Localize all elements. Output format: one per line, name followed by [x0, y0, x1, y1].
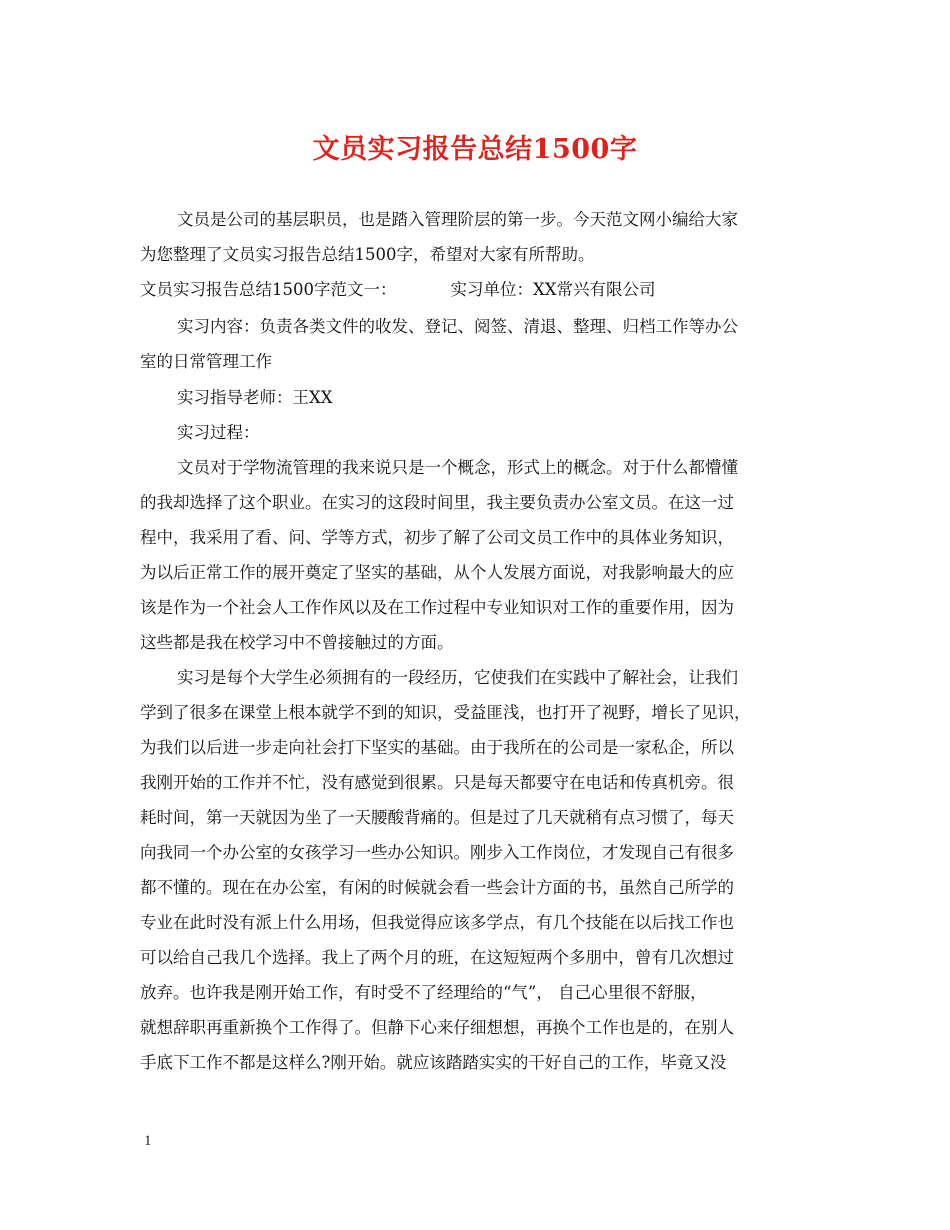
paragraph-line: 文员对于学物流管理的我来说只是一个概念，形式上的概念。对于什么都懵懂: [177, 458, 738, 477]
paragraph-line: 学到了很多在课堂上根本就学不到的知识，受益匪浅，也打开了视野，增长了见识，: [140, 703, 751, 722]
paragraph-line: 向我同一个办公室的女孩学习一些办公知识。刚步入工作岗位，才发现自己有很多: [140, 843, 734, 862]
paragraph-line: 为我们以后进一步走向社会打下坚实的基础。由于我所在的公司是一家私企，所以: [140, 738, 734, 757]
paragraph-line: 专业在此时没有派上什么用场，但我觉得应该多学点，有几个技能在以后找工作也: [140, 913, 734, 932]
paragraph-line: 可以给自己我几个选择。我上了两个月的班，在这短短两个多朋中，曾有几次想过: [140, 948, 734, 967]
paragraph-line: 实习内容：负责各类文件的收发、登记、阅签、清退、整理、归档工作等办公: [177, 317, 738, 336]
paragraph-line: 都不懂的。现在在办公室，有闲的时候就会看一些会计方面的书，虽然自己所学的: [140, 878, 734, 897]
internship-unit: 实习单位：XX常兴有限公司: [450, 280, 656, 299]
sample-heading: 文员实习报告总结1500字范文一：: [140, 280, 397, 299]
section-heading-line: [140, 277, 830, 303]
paragraph-line: 实习是每个大学生必须拥有的一段经历，它使我们在实践中了解社会，让我们: [177, 668, 738, 687]
paragraph-line: 为您整理了文员实习报告总结1500字，希望对大家有所帮助。: [140, 245, 595, 264]
paragraph-line: 的我却选择了这个职业。在实习的这段时间里，我主要负责办公室文员。在这一过: [140, 493, 734, 512]
paragraph-line: 室的日常管理工作: [140, 352, 272, 371]
paragraph-line: 实习过程：: [177, 423, 260, 442]
paragraph-line: 我刚开始的工作并不忙，没有感觉到很累。只是每天都要守在电话和传真机旁。很: [140, 773, 734, 792]
paragraph-line: 这些都是我在校学习中不曾接触过的方面。: [140, 633, 454, 652]
document-title: 文员实习报告总结1500字: [312, 134, 638, 165]
paragraph-line: 放弃。也许我是刚开始工作，有时受不了经理给的“气”， 自己心里很不舒服，: [140, 983, 707, 1002]
paragraph-line: 耗时间，第一天就因为坐了一天腰酸背痛的。但是过了几天就稍有点习惯了，每天: [140, 808, 734, 827]
paragraph-line: 实习指导老师：王XX: [177, 388, 333, 407]
paragraph-line: 该是作为一个社会人工作作风以及在工作过程中专业知识对工作的重要作用，因为: [140, 598, 734, 617]
paragraph-line: 文员是公司的基层职员，也是踏入管理阶层的第一步。今天范文网小编给大家: [177, 210, 738, 229]
page-number: 1: [144, 1133, 152, 1149]
paragraph-line: 程中，我采用了看、问、学等方式，初步了解了公司文员工作中的具体业务知识，: [140, 528, 734, 547]
paragraph-line: 就想辞职再重新换个工作得了。但静下心来仔细想想，再换个工作也是的，在别人: [140, 1018, 734, 1037]
paragraph-line: 为以后正常工作的展开奠定了坚实的基础，从个人发展方面说，对我影响最大的应: [140, 563, 734, 582]
paragraph-line: 手底下工作不都是这样么?刚开始。就应该踏踏实实的干好自己的工作，毕竟又没: [140, 1053, 727, 1072]
